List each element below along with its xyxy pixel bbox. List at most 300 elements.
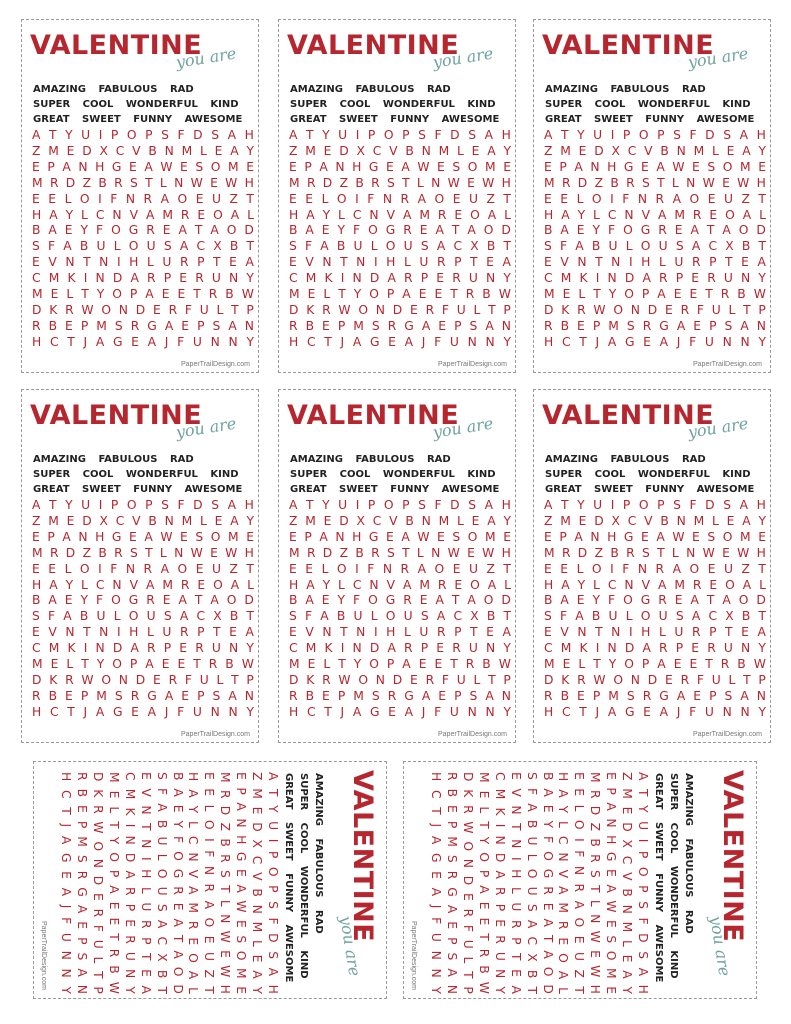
grid-letter: A: [421, 688, 431, 703]
word: AWESOME: [653, 924, 664, 983]
grid-letter: Y: [503, 334, 511, 349]
grid-letter: E: [454, 577, 463, 592]
grid-letter: E: [106, 790, 121, 799]
word: RAD: [313, 909, 324, 934]
grid-letter: O: [112, 287, 122, 302]
grid-letter: A: [319, 159, 328, 174]
grid-letter: E: [452, 561, 461, 576]
grid-letter: F: [96, 223, 104, 238]
grid-letter: H: [218, 984, 233, 994]
grid-letter: Y: [758, 704, 766, 719]
word: GREAT: [545, 484, 582, 495]
grid-letter: Y: [80, 223, 89, 238]
grid-row: [32, 562, 254, 578]
grid-letter: P: [503, 672, 511, 687]
grid-letter: S: [163, 609, 172, 624]
grid-row: [105, 772, 121, 994]
grid-letter: E: [289, 529, 297, 544]
grid-letter: S: [707, 529, 716, 544]
grid-letter: L: [218, 899, 233, 907]
grid-letter: R: [403, 223, 412, 238]
grid-letter: U: [449, 704, 459, 719]
grid-letter: D: [577, 545, 588, 560]
grid-letter: M: [289, 545, 300, 560]
grid-letter: V: [556, 869, 571, 878]
grid-letter: P: [445, 937, 460, 945]
grid-letter: Y: [246, 513, 254, 528]
grid-row: [544, 625, 766, 641]
grid-row: [544, 705, 766, 721]
grid-letter: Z: [339, 175, 349, 190]
grid-letter: H: [244, 128, 254, 142]
grid-letter: W: [753, 287, 766, 302]
grid-letter: M: [620, 921, 635, 933]
grid-letter: R: [146, 593, 155, 608]
word: AWESOME: [441, 484, 500, 495]
grid-letter: U: [674, 625, 684, 640]
grid-letter: W: [447, 175, 460, 190]
card-content: [34, 762, 388, 1000]
grid-letter: O: [604, 950, 619, 961]
grid-row: [32, 641, 254, 657]
grid-letter: V: [186, 869, 201, 878]
grid-letter: N: [125, 561, 136, 576]
grid-letter: A: [540, 788, 555, 797]
grid-letter: U: [353, 609, 363, 624]
grid-letter: A: [484, 498, 493, 512]
grid-letter: H: [289, 334, 299, 349]
grid-row: [32, 498, 254, 514]
word-row: [681, 773, 696, 993]
grid-row: [32, 514, 254, 530]
word-list: [290, 452, 510, 497]
grid-letter: W: [81, 302, 94, 317]
grid-letter: M: [75, 836, 90, 847]
grid-letter: E: [197, 577, 206, 592]
grid-letter: A: [445, 904, 460, 914]
grid-letter: E: [643, 704, 651, 719]
grid-letter: E: [210, 175, 218, 190]
grid-letter: B: [544, 593, 553, 608]
grid-letter: E: [508, 969, 523, 977]
grid-row: [32, 208, 254, 224]
grid-letter: D: [82, 143, 92, 158]
grid-letter: U: [192, 704, 202, 719]
grid-letter: D: [540, 984, 555, 994]
grid-row: [289, 287, 511, 303]
grid-letter: L: [186, 987, 201, 994]
grid-letter: A: [178, 223, 187, 238]
grid-letter: N: [112, 207, 122, 222]
grid-letter: G: [624, 334, 635, 349]
grid-letter: D: [322, 545, 333, 560]
grid-letter: Y: [620, 986, 635, 994]
grid-row: [289, 657, 511, 673]
grid-letter: E: [410, 672, 418, 687]
grid-letter: E: [544, 159, 552, 174]
grid-row: [544, 255, 766, 271]
grid-letter: E: [673, 657, 682, 672]
grid-letter: O: [369, 287, 379, 302]
grid-letter: X: [470, 239, 479, 254]
grid-row: [289, 530, 511, 546]
grid-letter: T: [451, 223, 460, 238]
grid-row: [153, 772, 169, 994]
grid-letter: O: [591, 191, 602, 206]
grid-letter: Y: [758, 513, 766, 528]
grid-letter: E: [709, 577, 718, 592]
grid-letter: A: [289, 498, 298, 512]
grid-letter: Y: [266, 805, 280, 813]
grid-letter: K: [324, 271, 333, 286]
grid-letter: M: [560, 143, 571, 158]
grid-letter: R: [561, 175, 571, 190]
grid-letter: Y: [246, 271, 254, 286]
grid-letter: N: [229, 641, 239, 656]
grid-letter: G: [404, 688, 414, 703]
grid-letter: Y: [503, 143, 511, 158]
grid-letter: G: [111, 529, 122, 544]
grid-letter: R: [322, 302, 331, 317]
grid-letter: A: [445, 968, 460, 977]
grid-letter: W: [225, 175, 238, 190]
grid-letter: L: [159, 545, 167, 560]
grid-letter: I: [492, 823, 507, 828]
grid-row: [32, 657, 254, 673]
grid-letter: F: [48, 239, 56, 254]
grid-letter: O: [540, 966, 555, 977]
grid-letter: G: [111, 159, 122, 174]
grid-letter: Z: [82, 175, 92, 190]
grid-letter: I: [116, 255, 121, 270]
grid-letter: A: [742, 207, 752, 222]
grid-letter: W: [498, 657, 511, 672]
grid-letter: W: [190, 175, 203, 190]
grid-row: [216, 772, 232, 994]
grid-letter: U: [704, 334, 714, 349]
grid-row: [289, 239, 511, 255]
grid-letter: K: [461, 789, 476, 798]
grid-letter: E: [726, 143, 735, 158]
grid-letter: Y: [250, 986, 265, 994]
grid-letter: R: [572, 883, 587, 893]
grid-letter: A: [402, 657, 411, 672]
word-row: [281, 773, 296, 993]
grid-letter: E: [234, 920, 249, 928]
grid-letter: J: [421, 334, 426, 349]
grid-letter: M: [186, 902, 201, 913]
grid-letter: T: [503, 561, 511, 576]
grid-letter: E: [709, 207, 718, 222]
grid-letter: O: [266, 866, 280, 877]
grid-letter: S: [266, 901, 280, 909]
grid-letter: L: [321, 191, 329, 206]
grid-letter: C: [115, 143, 125, 158]
grid-letter: S: [626, 688, 635, 703]
grid-letter: Z: [544, 143, 553, 158]
grid-letter: Y: [577, 577, 586, 592]
grid-letter: T: [503, 609, 511, 624]
grid-letter: O: [336, 561, 347, 576]
word: RAD: [426, 454, 451, 465]
grid-letter: J: [429, 904, 444, 909]
grid-letter: A: [230, 143, 239, 158]
grid-letter: N: [228, 334, 238, 349]
grid-letter: A: [170, 950, 185, 959]
grid-letter: T: [340, 625, 348, 640]
grid-letter: T: [194, 593, 203, 608]
grid-letter: O: [128, 239, 139, 254]
grid-letter: A: [228, 318, 237, 333]
grid-letter: O: [738, 593, 749, 608]
grid-letter: T: [508, 823, 523, 831]
grid-letter: A: [306, 577, 315, 592]
grid-letter: Z: [339, 545, 349, 560]
grid-letter: V: [386, 577, 395, 592]
grid-letter: T: [579, 704, 587, 719]
grid-letter: U: [211, 271, 221, 286]
grid-letter: E: [562, 657, 571, 672]
card-title: VALENTINE: [30, 30, 203, 61]
grid-letter: Z: [82, 545, 92, 560]
grid-letter: L: [81, 207, 88, 222]
grid-letter: I: [355, 498, 360, 512]
grid-letter: M: [693, 143, 705, 158]
grid-letter: D: [544, 672, 554, 687]
grid-letter: N: [118, 672, 128, 687]
word-list: [33, 82, 253, 127]
grid-letter: G: [640, 223, 651, 238]
grid-letter: T: [743, 672, 751, 687]
grid-letter: A: [656, 159, 665, 174]
grid-letter: P: [80, 318, 89, 333]
grid-letter: M: [485, 159, 496, 174]
grid-letter: T: [402, 545, 410, 560]
grid-letter: P: [420, 641, 429, 656]
grid-letter: T: [461, 971, 476, 979]
grid-letter: O: [385, 239, 396, 254]
grid-letter: F: [110, 561, 118, 576]
word: AWESOME: [283, 924, 294, 983]
word: FUNNY: [653, 873, 664, 913]
grid-letter: N: [590, 529, 600, 544]
grid-letter: N: [95, 641, 105, 656]
grid-letter: E: [544, 191, 552, 206]
grid-letter: A: [676, 688, 686, 703]
grid-letter: E: [503, 529, 511, 544]
grid-letter: W: [91, 821, 106, 834]
grid-letter: P: [641, 657, 650, 672]
grid-letter: G: [445, 887, 460, 897]
word: SUPER: [33, 99, 71, 110]
grid-letter: U: [593, 128, 603, 142]
grid-letter: T: [725, 255, 733, 270]
grid-letter: L: [556, 821, 571, 828]
grid-row: [544, 657, 766, 673]
grid-letter: O: [467, 159, 478, 174]
grid-letter: E: [665, 672, 673, 687]
grid-letter: E: [48, 561, 57, 576]
grid-letter: V: [620, 872, 635, 881]
grid-row: [232, 772, 248, 994]
grid-letter: F: [177, 704, 185, 719]
grid-letter: A: [739, 498, 748, 512]
grid-letter: Y: [636, 805, 650, 813]
grid-row: [539, 772, 555, 994]
grid-letter: V: [250, 872, 265, 881]
grid-letter: S: [289, 239, 297, 254]
grid-letter: D: [32, 302, 42, 317]
grid-letter: L: [146, 625, 154, 640]
grid-letter: T: [758, 239, 766, 254]
grid-letter: S: [211, 128, 220, 142]
grid-letter: F: [305, 609, 313, 624]
grid-letter: R: [642, 318, 652, 333]
word-row: [545, 482, 765, 497]
grid-letter: S: [371, 318, 380, 333]
grid-letter: E: [210, 545, 218, 560]
grid-letter: Z: [289, 143, 298, 158]
grid-letter: S: [32, 239, 40, 254]
grid-letter: R: [32, 688, 41, 703]
grid-letter: M: [48, 513, 59, 528]
grid-letter: S: [154, 772, 169, 780]
grid-letter: A: [691, 239, 701, 254]
grid-letter: P: [197, 625, 205, 640]
grid-letter: D: [705, 498, 715, 512]
grid-letter: A: [544, 128, 553, 142]
grid-letter: P: [454, 688, 462, 703]
grid-letter: R: [561, 545, 571, 560]
grid-letter: S: [641, 175, 650, 190]
grid-letter: A: [186, 789, 201, 798]
grid-letter: S: [469, 318, 478, 333]
grid-letter: Y: [322, 498, 330, 512]
grid-letter: A: [740, 688, 749, 703]
grid-letter: X: [620, 839, 635, 848]
grid-letter: N: [202, 865, 217, 876]
grid-letter: E: [508, 772, 523, 780]
grid-row: [544, 673, 766, 689]
grid-letter: F: [434, 334, 442, 349]
grid-letter: T: [657, 175, 665, 190]
grid-letter: X: [356, 143, 365, 158]
grid-letter: E: [234, 772, 249, 780]
grid-letter: T: [657, 545, 665, 560]
grid-letter: X: [611, 513, 620, 528]
grid-letter: U: [508, 902, 523, 912]
grid-letter: H: [604, 835, 619, 845]
grid-letter: P: [641, 287, 650, 302]
word: AWESOME: [441, 114, 500, 125]
grid-letter: S: [418, 128, 426, 142]
grid-letter: N: [186, 852, 201, 862]
grid-letter: D: [193, 498, 203, 512]
grid-letter: F: [48, 609, 56, 624]
grid-letter: P: [709, 688, 717, 703]
grid-letter: M: [353, 318, 364, 333]
grid-letter: T: [508, 953, 523, 961]
grid-letter: U: [338, 498, 348, 512]
grid-letter: E: [181, 318, 190, 333]
grid-letter: S: [154, 903, 169, 912]
grid-letter: A: [524, 919, 539, 929]
grid-letter: N: [352, 641, 362, 656]
grid-letter: E: [138, 969, 153, 977]
grid-row: [32, 689, 254, 705]
grid-letter: A: [234, 884, 249, 893]
grid-letter: B: [445, 788, 460, 797]
grid-letter: S: [386, 175, 395, 190]
grid-letter: O: [467, 529, 478, 544]
word: FUNNY: [133, 484, 173, 495]
grid-letter: I: [266, 838, 280, 843]
grid-letter: E: [202, 935, 217, 944]
grid-letter: E: [476, 917, 491, 926]
grid-letter: D: [594, 143, 604, 158]
grid-letter: L: [658, 255, 666, 270]
grid-letter: O: [111, 593, 121, 608]
card-subtitle: you are: [174, 413, 238, 442]
grid-letter: O: [638, 128, 649, 142]
grid-letter: S: [445, 854, 460, 863]
grid-letter: B: [225, 657, 234, 672]
grid-letter: A: [130, 271, 139, 286]
grid-letter: C: [544, 641, 553, 656]
grid-letter: A: [672, 561, 681, 576]
grid-letter: L: [200, 513, 207, 528]
card-title: VALENTINE: [717, 770, 748, 943]
grid-letter: N: [577, 625, 587, 640]
word: FABULOUS: [355, 454, 415, 465]
grid-letter: T: [476, 933, 491, 941]
grid-row: [544, 208, 766, 224]
grid-letter: P: [559, 529, 567, 544]
grid-letter: A: [467, 593, 476, 608]
grid-letter: N: [91, 858, 106, 868]
grid-letter: G: [623, 159, 634, 174]
grid-letter: T: [402, 175, 410, 190]
grid-letter: M: [492, 788, 507, 800]
grid-letter: R: [680, 672, 690, 687]
grid-letter: I: [628, 255, 633, 270]
grid-letter: D: [82, 513, 92, 528]
grid-letter: E: [64, 223, 73, 238]
grid-letter: R: [65, 672, 74, 687]
grid-letter: O: [79, 191, 90, 206]
grid-letter: E: [153, 672, 161, 687]
footer-credit: PaperTrailDesign.com: [40, 921, 47, 990]
grid-letter: A: [607, 334, 617, 349]
card-subtitle: you are: [336, 914, 365, 978]
grid-letter: F: [59, 917, 74, 925]
grid-row: [570, 772, 586, 994]
grid-letter: S: [724, 318, 733, 333]
grid-letter: S: [544, 609, 552, 624]
grid-letter: Y: [65, 498, 73, 512]
grid-letter: E: [218, 950, 233, 958]
grid-letter: N: [624, 207, 634, 222]
grid-letter: I: [122, 823, 137, 828]
grid-letter: N: [210, 704, 220, 719]
grid-letter: E: [436, 641, 445, 656]
grid-letter: R: [425, 302, 435, 317]
grid-letter: E: [65, 318, 73, 333]
grid-letter: A: [642, 271, 651, 286]
grid-letter: R: [400, 561, 410, 576]
grid-letter: F: [689, 498, 697, 512]
grid-letter: D: [244, 593, 254, 608]
